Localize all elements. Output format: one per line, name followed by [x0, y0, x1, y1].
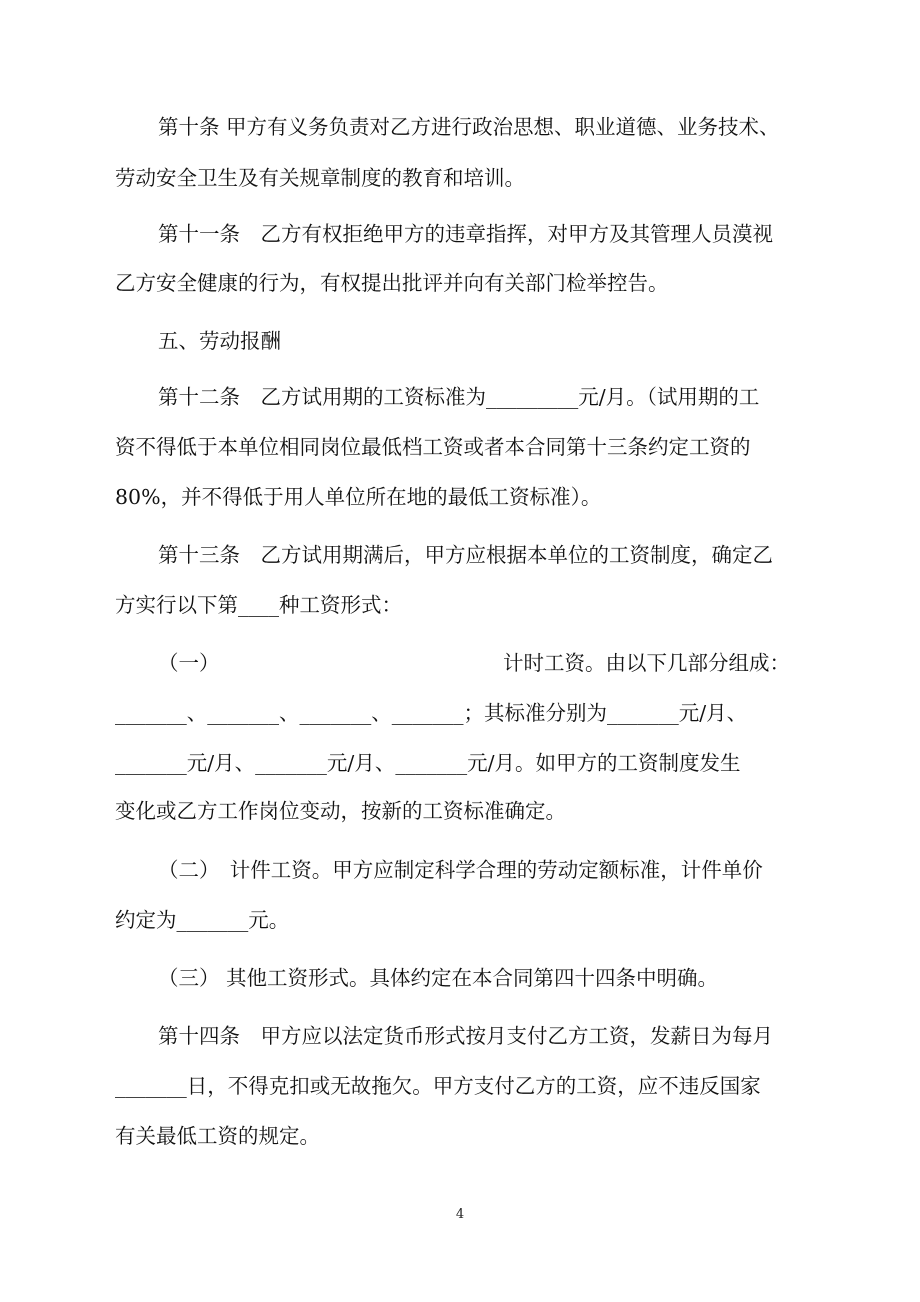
item-2-line-2: 约定为_______元。 — [115, 908, 290, 932]
article-12-line-2: 资不得低于本单位相同岗位最低档工资或者本合同第十三条约定工资的 — [115, 435, 751, 459]
article-12-line-1: 第十二条 乙方试用期的工资标准为_________元/月。（试用期的工 — [158, 385, 760, 409]
item-1-line-3: _______元/月、_______元/月、_______元/月。如甲方的工资制度发生 — [115, 751, 741, 775]
item-1-line-2: _______、_______、_______、_______；其标准分别为_______元/月、 — [115, 701, 748, 725]
item-1-hourly-wage: 计时工资。由以下几部分组成： — [503, 651, 790, 675]
page-number: 4 — [455, 1207, 465, 1222]
article-11-line-2: 乙方安全健康的行为，有权提出批评并向有关部门检举控告。 — [115, 271, 669, 295]
article-12-line-3: 80%，并不得低于用人单位所在地的最低工资标准）。 — [115, 485, 602, 509]
article-10-line-2: 劳动安全卫生及有关规章制度的教育和培训。 — [115, 166, 525, 190]
article-13-line-1: 第十三条 乙方试用期满后，甲方应根据本单位的工资制度，确定乙 — [158, 543, 773, 567]
article-14-line-2: _______日，不得克扣或无故拖欠。甲方支付乙方的工资，应不违反国家 — [115, 1074, 761, 1098]
section-heading-labor-pay: 五、劳动报酬 — [158, 329, 281, 353]
item-1-label: （一） — [158, 651, 220, 675]
item-3-line-1: （三） 其他工资形式。具体约定在本合同第四十四条中明确。 — [158, 966, 719, 990]
article-11-line-1: 第十一条 乙方有权拒绝甲方的违章指挥，对甲方及其管理人员漠视 — [158, 222, 773, 246]
article-13-line-2: 方实行以下第____种工资形式： — [115, 593, 402, 617]
article-14-line-1: 第十四条 甲方应以法定货币形式按月支付乙方工资，发薪日为每月 — [158, 1024, 773, 1048]
article-14-line-3: 有关最低工资的规定。 — [115, 1124, 320, 1148]
item-2-line-1: （二） 计件工资。甲方应制定科学合理的劳动定额标准，计件单价 — [158, 858, 763, 882]
article-10-line-1: 第十条 甲方有义务负责对乙方进行政治思想、职业道德、业务技术、 — [158, 115, 780, 139]
item-1-line-4: 变化或乙方工作岗位变动，按新的工资标准确定。 — [115, 799, 566, 823]
